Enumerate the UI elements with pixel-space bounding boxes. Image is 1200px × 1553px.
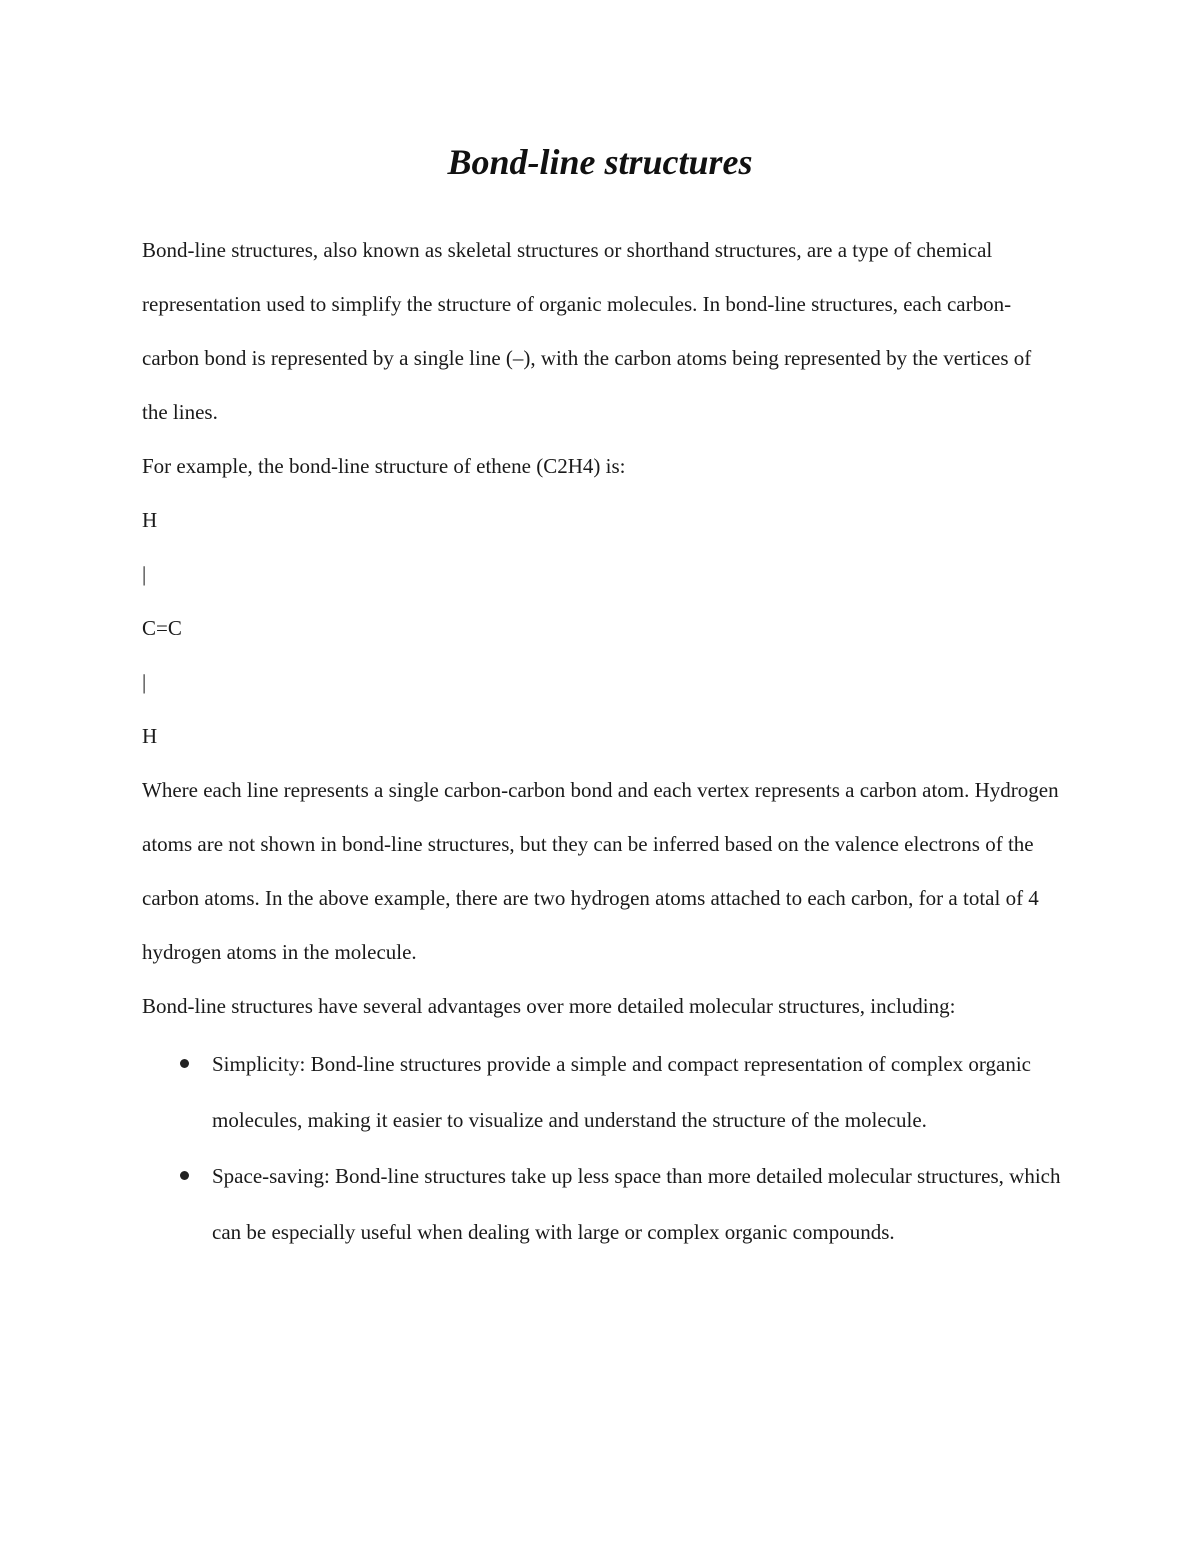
formula-line: |: [142, 670, 147, 694]
list-item: [0, 1036, 1200, 1148]
advantages-list: [0, 1036, 1200, 1260]
list-item: [0, 1148, 1200, 1260]
list-item-text: Simplicity: Bond-line structures provide a simple and compact representation of complex organic molecules, making it easier to visualize and understand the structure of the molecule.: [212, 1052, 1031, 1132]
example-paragraph: For example, the bond-line structure of ethene (C2H4) is:: [142, 454, 626, 478]
formula-line: H: [142, 508, 158, 532]
advantages-paragraph: Bond-line structures have several advantages over more detailed molecular structures, including:: [142, 994, 956, 1018]
page-title: Bond-line structures: [447, 142, 753, 182]
bullet-icon: [180, 1171, 189, 1180]
list-item-text: Space-saving: Bond-line structures take up less space than more detailed molecular structures, which can be especially useful when dealing with large or complex organic compounds.: [212, 1164, 1061, 1244]
bullet-icon: [180, 1059, 189, 1068]
explanation-paragraph: Where each line represents a single carbon-carbon bond and each vertex represents a carbon atom. Hydrogen atoms are not shown in bond-line structures, but they can be inferred based on the valence electrons of the carbon atoms. In the above example, there are two hydrogen atoms attached to each carbon, for a total of 4 hydrogen atoms in the molecule.: [142, 778, 1059, 964]
formula-line: |: [142, 562, 147, 586]
intro-paragraph: Bond-line structures, also known as skeletal structures or shorthand structures, are a type of chemical representation used to simplify the structure of organic molecules. In bond-line structures, each carbon-carbon bond is represented by a single line (–), with the carbon atoms being represented by the vertices of the lines.: [142, 238, 1032, 424]
formula-line: H: [142, 724, 158, 748]
formula-line: C=C: [142, 616, 182, 640]
